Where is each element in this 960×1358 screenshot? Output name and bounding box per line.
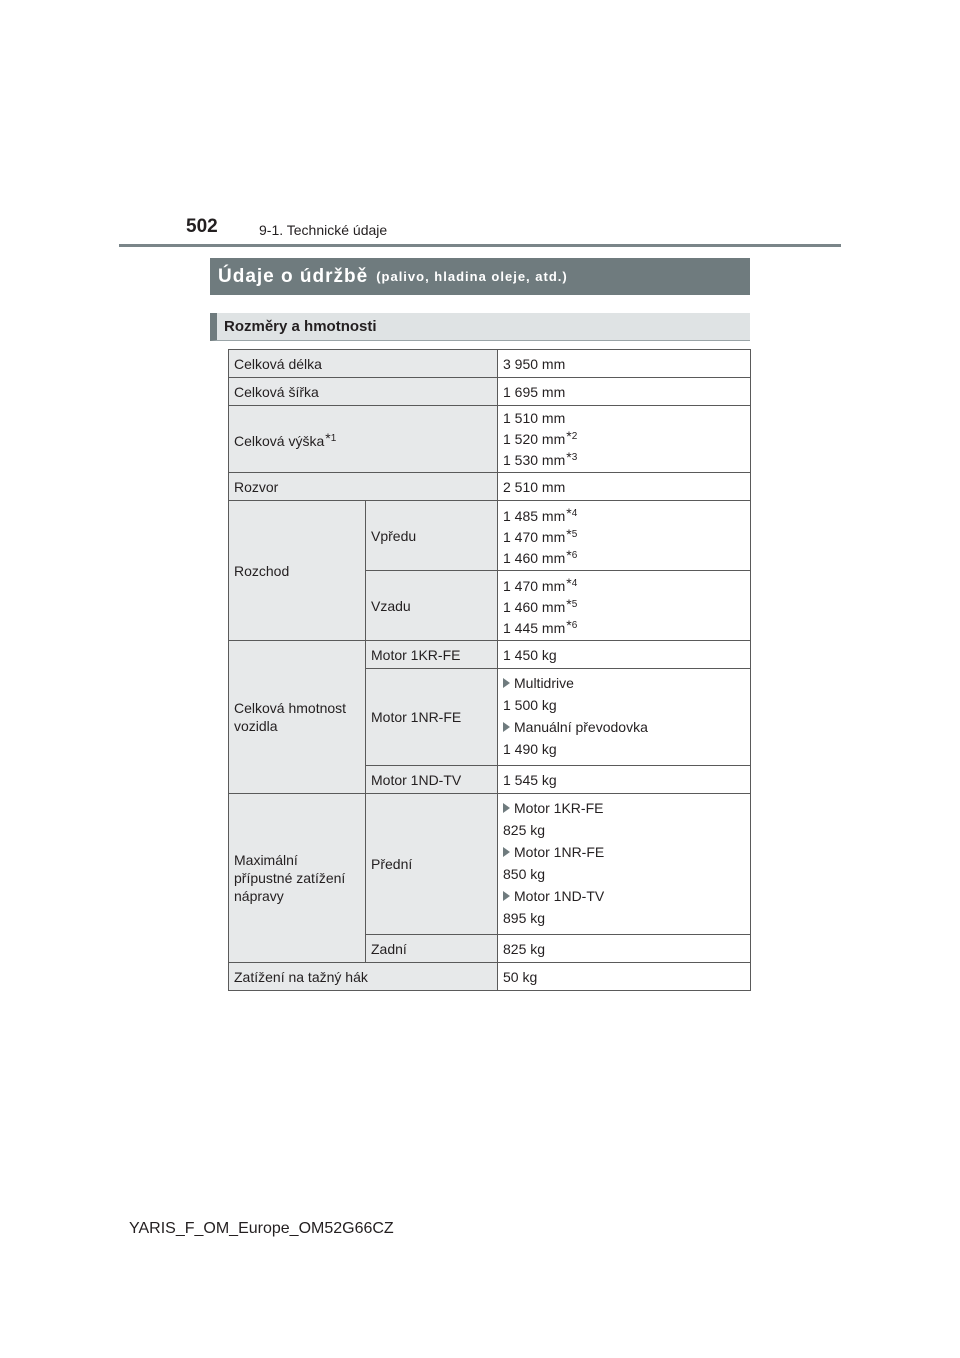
row-value: 1 450 kg (498, 641, 751, 669)
option-heading (503, 674, 745, 692)
row-label: Rozchod (229, 501, 366, 641)
row-sublabel: Motor 1ND-TV (366, 766, 498, 794)
footnote-number: 5 (571, 599, 578, 610)
footnote-number: 5 (571, 529, 578, 540)
row-label: Zatížení na tažný hák (229, 963, 498, 991)
option-heading (503, 843, 745, 861)
triangle-bullet-icon (503, 803, 510, 813)
triangle-bullet-icon (503, 678, 510, 688)
footnote-star: *$^5$ (566, 596, 578, 612)
row-label: Celková šířka (229, 378, 498, 406)
row-value: 825 kg (498, 935, 751, 963)
main-banner-subtitle: (palivo, hladina oleje, atd.) (376, 269, 568, 284)
specs-table (228, 349, 751, 991)
option-value: 1 500 kg (503, 697, 557, 713)
value-text: 1 460 mm (503, 550, 566, 566)
table-row (229, 794, 751, 935)
section-title: 9-1. Technické údaje (259, 222, 388, 238)
table-row (229, 350, 751, 378)
value-text: 1 460 mm (503, 599, 566, 615)
option-name: Motor 1ND-TV (514, 888, 605, 904)
value-line (503, 595, 745, 616)
value-line (503, 546, 745, 567)
page-number: 502 (186, 216, 218, 237)
document-code: YARIS_F_OM_Europe_OM52G66CZ (129, 1220, 394, 1237)
value-text: 1 470 mm (503, 578, 566, 594)
main-banner (210, 258, 750, 295)
height-label: Celková výška (234, 432, 325, 449)
option-heading (503, 799, 745, 817)
value-line (503, 616, 745, 637)
option-heading (503, 887, 745, 905)
table-row (229, 641, 751, 669)
footnote-number: 1 (330, 432, 337, 444)
value-line (503, 525, 745, 546)
option-name: Multidrive (514, 675, 574, 691)
footnote-star: *$^6$ (566, 547, 578, 563)
footnote-number: 6 (571, 620, 578, 631)
row-value: 1 545 kg (498, 766, 751, 794)
row-sublabel: Přední (366, 794, 498, 935)
option-value: 825 kg (503, 822, 546, 838)
option-name: Manuální převodovka (514, 719, 648, 735)
table-row (229, 963, 751, 991)
row-sublabel: Vpředu (366, 501, 498, 571)
row-sublabel: Vzadu (366, 571, 498, 641)
row-value (498, 794, 751, 935)
triangle-bullet-icon (503, 722, 510, 732)
footnote-number: 2 (571, 431, 578, 442)
value-line (503, 574, 745, 595)
sub-banner-title: Rozměry a hmotnosti (224, 318, 377, 335)
row-value (498, 406, 751, 473)
option-value: 895 kg (503, 910, 546, 926)
row-sublabel: Motor 1KR-FE (366, 641, 498, 669)
option-name: Motor 1NR-FE (514, 844, 605, 860)
row-label: Celková délka (229, 350, 498, 378)
footnote-star: *$^6$ (566, 617, 578, 633)
option-value: 850 kg (503, 866, 546, 882)
value-text: 1 510 mm (503, 410, 566, 426)
footnote-star: *$^4$ (566, 505, 578, 521)
value-text: 1 445 mm (503, 620, 566, 636)
row-value: 1 695 mm (498, 378, 751, 406)
value-line (503, 409, 745, 427)
footnote-star: *$^4$ (566, 575, 578, 591)
footnote-star: *$^5$ (566, 526, 578, 542)
value-text: 1 530 mm (503, 452, 566, 468)
row-value (498, 501, 751, 571)
triangle-bullet-icon (503, 847, 510, 857)
row-value (498, 571, 751, 641)
footnote-number: 4 (571, 508, 578, 519)
footnote-number: 6 (571, 550, 578, 561)
row-value: 50 kg (498, 963, 751, 991)
footnote-star: *$^2$ (566, 428, 578, 444)
table-row (229, 501, 751, 571)
row-value (498, 669, 751, 766)
row-label: Celková hmotnost vozidla (229, 641, 366, 794)
value-line (503, 504, 745, 525)
main-banner-title: Údaje o údržbě (218, 265, 369, 287)
table-row (229, 473, 751, 501)
value-text: 1 470 mm (503, 529, 566, 545)
option-heading (503, 718, 745, 736)
value-text: 1 485 mm (503, 508, 566, 524)
footnote-star: *$^1$ (325, 429, 337, 446)
row-label (229, 406, 498, 473)
value-text: 1 520 mm (503, 431, 566, 447)
option-value: 1 490 kg (503, 741, 557, 757)
table-row (229, 378, 751, 406)
row-value: 2 510 mm (498, 473, 751, 501)
row-sublabel: Motor 1NR-FE (366, 669, 498, 766)
table-row (229, 406, 751, 473)
footnote-number: 4 (571, 578, 578, 589)
option-name: Motor 1KR-FE (514, 800, 604, 816)
value-line (503, 427, 745, 448)
row-label: Maximální přípustné zatížení nápravy (229, 794, 366, 963)
footnote-star: *$^3$ (566, 449, 578, 465)
footnote-number: 3 (571, 452, 578, 463)
row-sublabel: Zadní (366, 935, 498, 963)
sub-banner (210, 313, 750, 341)
header-divider (119, 244, 841, 247)
value-line (503, 448, 745, 469)
row-label: Rozvor (229, 473, 498, 501)
triangle-bullet-icon (503, 891, 510, 901)
row-value: 3 950 mm (498, 350, 751, 378)
